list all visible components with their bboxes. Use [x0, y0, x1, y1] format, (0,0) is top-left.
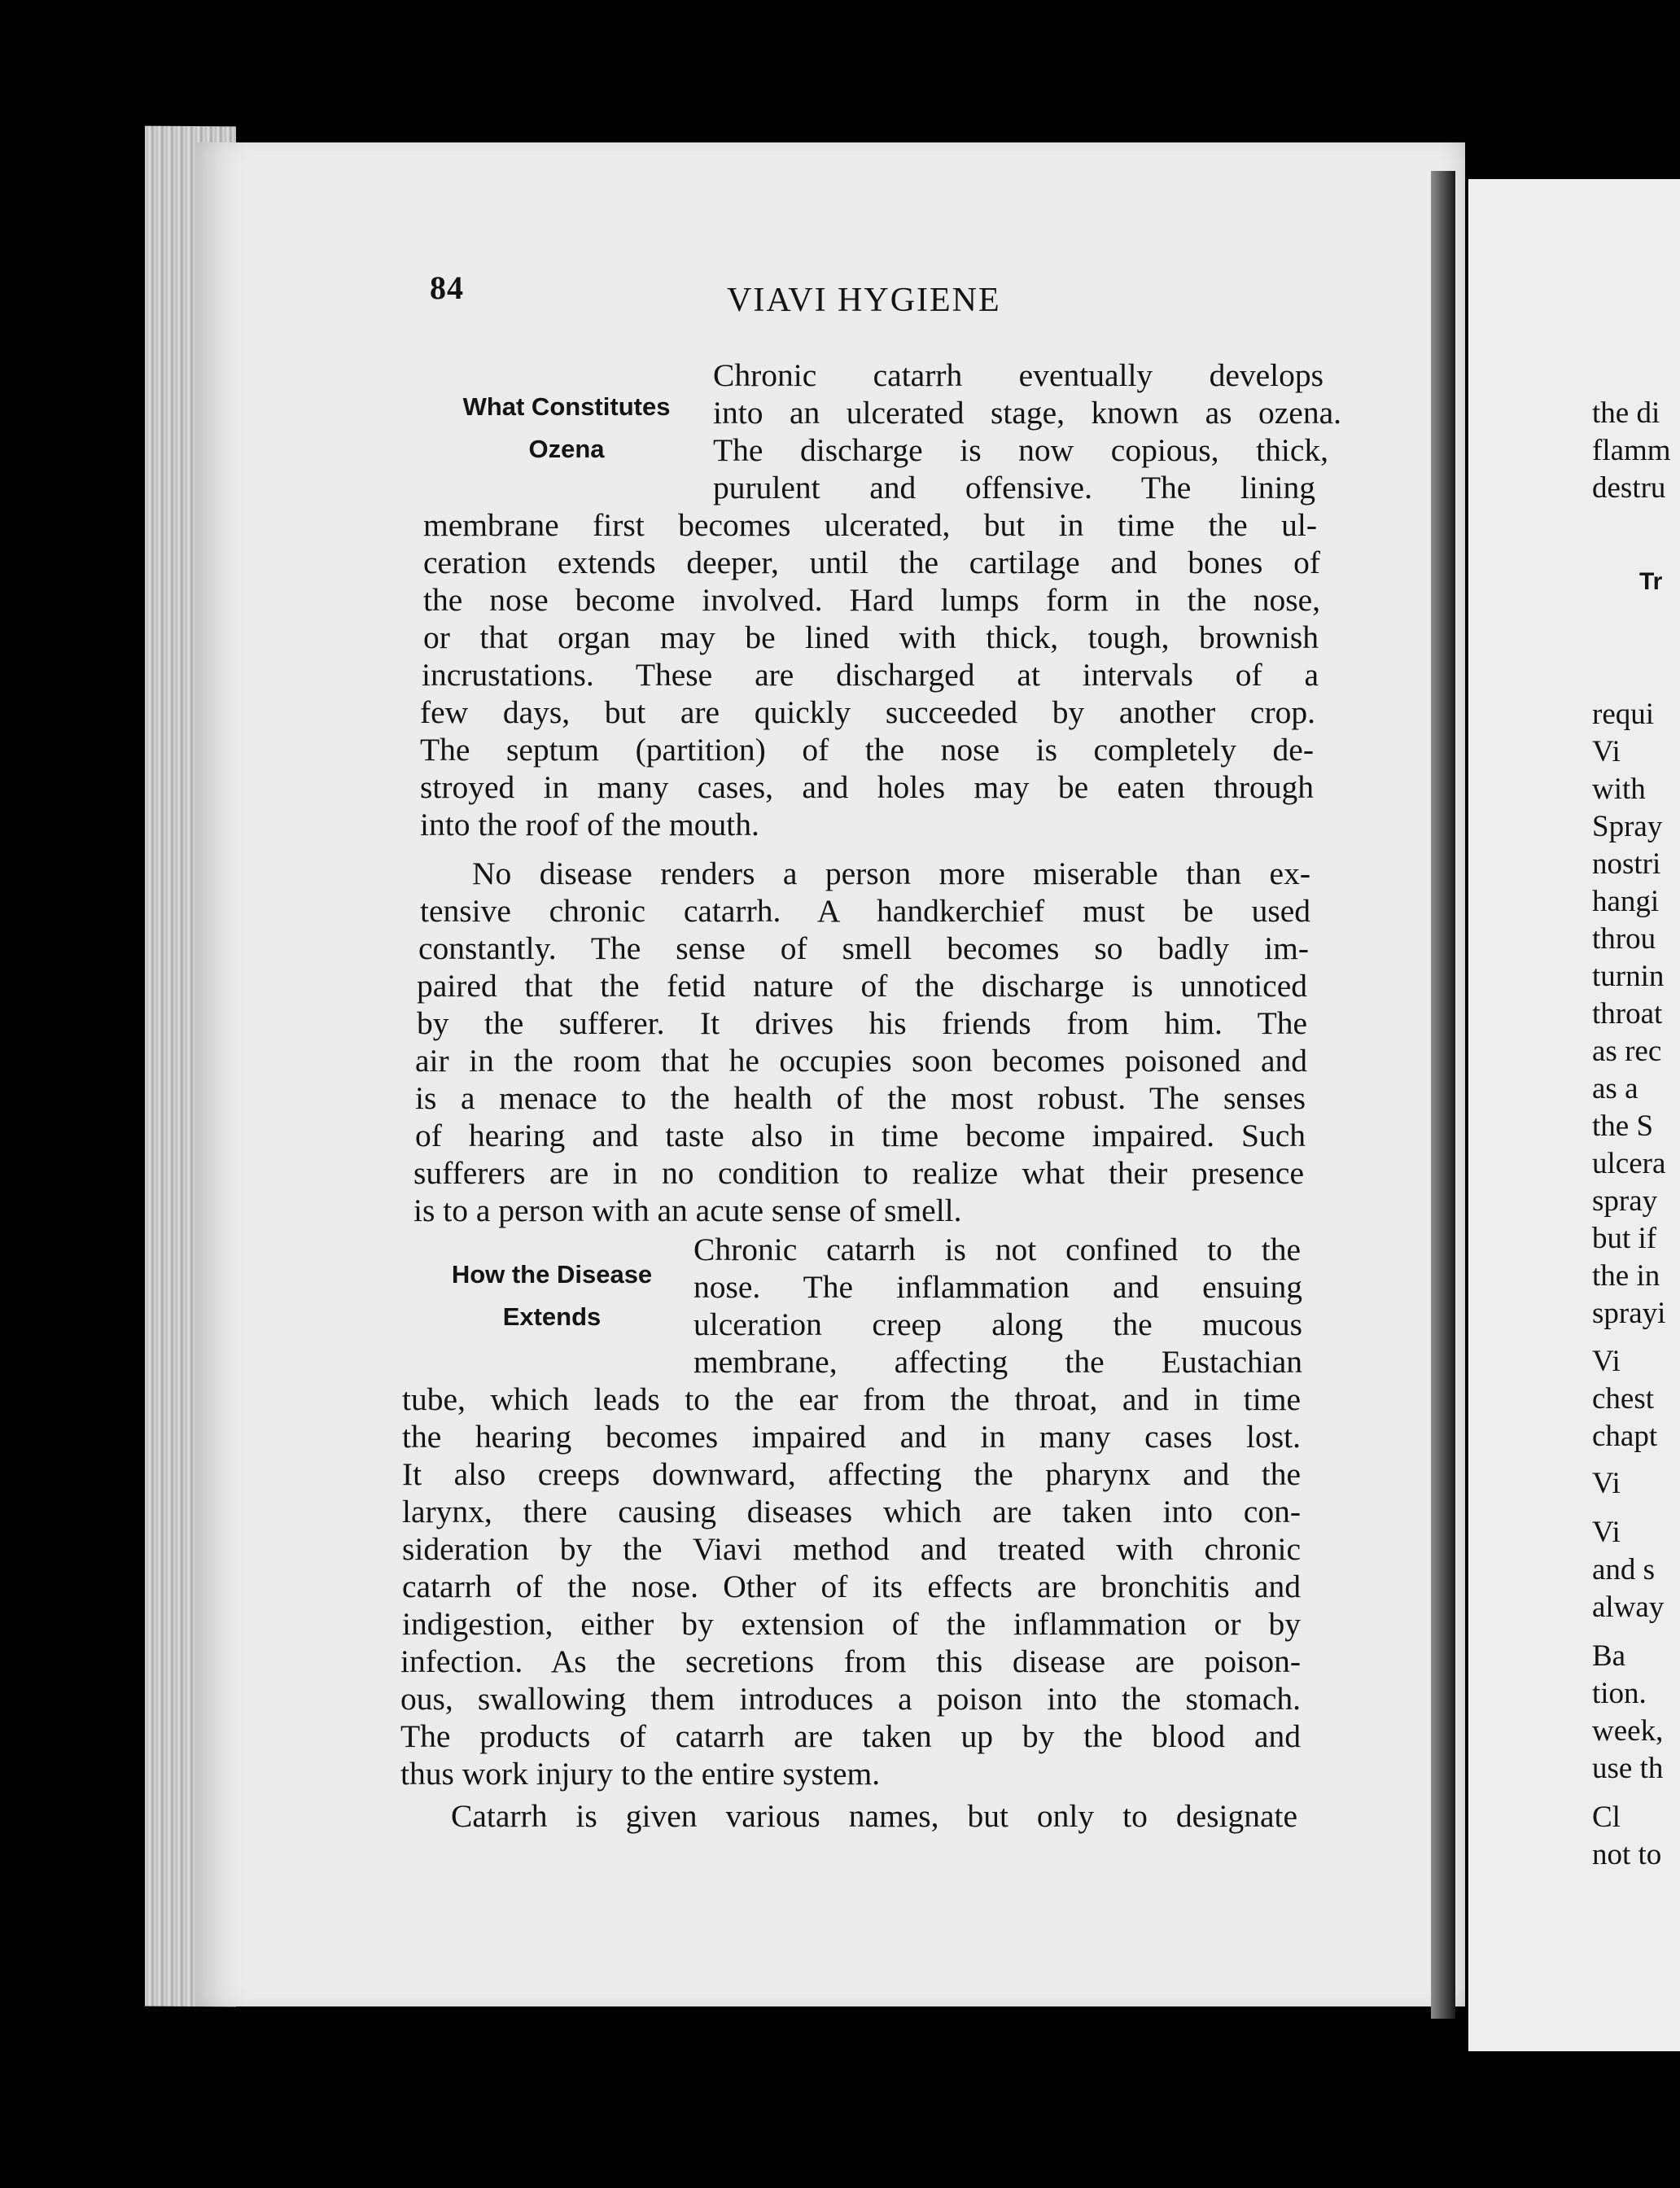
text-line: the hearing becomes impaired and in many cases lost.: [402, 1419, 1301, 1455]
right-text-line: Vi: [1592, 1345, 1621, 1378]
text-line: Chronic catarrh is not confined to the: [693, 1232, 1301, 1267]
text-line: is to a person with an acute sense of smell.: [413, 1192, 962, 1228]
right-text-line: Cl: [1592, 1801, 1621, 1834]
right-text-line: Ba: [1592, 1639, 1626, 1673]
right-text-line: as rec: [1592, 1035, 1662, 1068]
text-line: few days, but are quickly succeeded by another crop.: [420, 694, 1315, 730]
right-text-line: requi: [1592, 698, 1655, 731]
text-line: into the roof of the mouth.: [420, 807, 759, 842]
text-line: membrane, affecting the Eustachian: [693, 1344, 1302, 1380]
sidehead-ozena: What Constitutes Ozena: [462, 392, 671, 463]
right-text-line: nostri: [1592, 847, 1661, 881]
text-line: catarrh of the nose. Other of its effects are bronchitis and: [402, 1569, 1301, 1604]
text-line: into an ulcerated stage, known as ozena.: [713, 395, 1341, 431]
right-text-line: the S: [1592, 1109, 1654, 1143]
right-text-line: chest: [1592, 1382, 1655, 1416]
right-text-line: throu: [1592, 922, 1656, 956]
text-line: by the sufferer. It drives his friends from him. The: [417, 1005, 1307, 1041]
right-text-line: Vi: [1592, 1467, 1621, 1500]
text-line: No disease renders a person more miserable than ex-: [472, 856, 1310, 891]
text-line: incrustations. These are discharged at intervals of a: [422, 657, 1319, 693]
text-line: paired that the fetid nature of the discharge is unnoticed: [417, 968, 1307, 1004]
text-line: membrane first becomes ulcerated, but in time the ul-: [423, 507, 1317, 543]
text-line: the nose become involved. Hard lumps form in the nose,: [423, 582, 1320, 618]
right-text-line: hangi: [1592, 885, 1660, 918]
right-text-line: Vi: [1592, 1516, 1621, 1549]
text-line: The products of catarrh are taken up by the blood and: [400, 1718, 1301, 1754]
text-line: or that organ may be lined with thick, tough, brownish: [423, 619, 1319, 655]
right-text-line: spray: [1592, 1184, 1658, 1218]
right-text-line: destru: [1592, 471, 1666, 505]
right-text-line: flamm: [1592, 434, 1671, 467]
text-line: tensive chronic catarrh. A handkerchief must be used: [420, 893, 1310, 929]
text-line: Catarrh is given various names, but only to designate: [451, 1798, 1297, 1834]
text-line: nose. The inflammation and ensuing: [693, 1269, 1302, 1305]
text-line: air in the room that he occupies soon becomes poisoned and: [415, 1043, 1307, 1079]
text-line: of hearing and taste also in time become impaired. Such: [415, 1118, 1306, 1153]
right-text-line: ulcera: [1592, 1147, 1666, 1180]
text-line: It also creeps downward, affecting the pharynx and the: [402, 1456, 1301, 1492]
text-line: sufferers are in no condition to realize what their presence: [413, 1155, 1304, 1191]
text-line: Chronic catarrh eventually develops: [713, 357, 1323, 393]
text-line: ceration extends deeper, until the cartilage and bones of: [423, 545, 1320, 580]
right-text-line: chapt: [1592, 1420, 1658, 1453]
text-line: constantly. The sense of smell becomes so badly im-: [418, 930, 1309, 966]
text-line: ous, swallowing them introduces a poison into the stomach.: [400, 1681, 1301, 1717]
running-head: VIAVI HYGIENE: [727, 282, 1001, 319]
right-text-line: with: [1592, 772, 1646, 806]
text-line: is a menace to the health of the most robust. The senses: [415, 1080, 1306, 1116]
right-text-line: and s: [1592, 1553, 1656, 1586]
right-sidehead: Tr: [1639, 568, 1663, 595]
right-text-line: Spray: [1592, 810, 1663, 843]
text-line: infection. As the secretions from this disease are poison-: [400, 1643, 1301, 1679]
right-text-line: sprayi: [1592, 1297, 1666, 1330]
text-line: ulceration creep along the mucous: [693, 1306, 1302, 1342]
book-gutter: [1431, 171, 1455, 2019]
right-text-line: not to: [1592, 1838, 1662, 1871]
right-text-line: Vi: [1592, 735, 1621, 768]
right-text-line: turnin: [1592, 960, 1665, 993]
text-line: tube, which leads to the ear from the throat, and in time: [402, 1381, 1301, 1417]
right-text-line: the di: [1592, 396, 1660, 430]
right-text-line: throat: [1592, 997, 1663, 1031]
right-text-line: as a: [1592, 1072, 1638, 1105]
text-line: larynx, there causing diseases which are taken into con-: [402, 1494, 1301, 1529]
right-text-line: week,: [1592, 1714, 1664, 1748]
text-line: stroyed in many cases, and holes may be eaten through: [420, 769, 1314, 805]
text-line: purulent and offensive. The lining: [713, 470, 1315, 505]
text-line: thus work injury to the entire system.: [400, 1756, 881, 1792]
right-page: [1468, 179, 1680, 2051]
right-text-line: alway: [1592, 1591, 1665, 1624]
page-number: 84: [430, 269, 464, 306]
text-line: indigestion, either by extension of the inflammation or by: [402, 1606, 1301, 1642]
right-text-line: the in: [1592, 1259, 1660, 1293]
text-line: sideration by the Viavi method and treated with chronic: [402, 1531, 1301, 1567]
text-line: The discharge is now copious, thick,: [713, 432, 1328, 468]
text-line: The septum (partition) of the nose is completely de-: [420, 732, 1314, 768]
sidehead-disease-extends: How the Disease Extends: [451, 1260, 653, 1331]
right-text-line: use th: [1592, 1752, 1664, 1785]
right-text-line: but if: [1592, 1222, 1657, 1255]
right-text-line: tion.: [1592, 1677, 1647, 1710]
